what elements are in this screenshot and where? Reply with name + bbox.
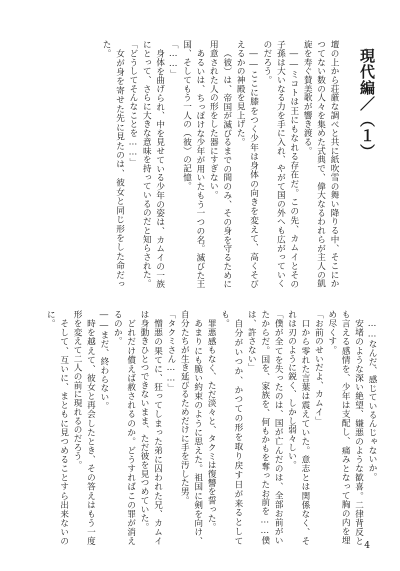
top-text-block bbox=[25, 40, 340, 288]
chapter-title: 現代編／（１） bbox=[358, 48, 376, 160]
paragraph: 「タクミさん……」 bbox=[165, 310, 176, 393]
paragraph: どれだけ償えば赦されるのか。どうすればこの罪が消えるのか。 bbox=[112, 310, 136, 545]
paragraph: ――ここに膝をつく少年は身体の向きを変えて、高くそびえるかの神殿を見上げた。 bbox=[235, 40, 259, 288]
paragraph: 安堵のような深い絶望、嫌悪のような歓喜。二律背反とも言える感情を、少年は支配し、痛みとなって胸の内を埋め尽くす。 bbox=[326, 310, 364, 545]
page-number: 4 bbox=[364, 541, 370, 551]
paragraph: ――ミコトは王にもなれる存在だ。この先、カムイとその子孫は大いなる力を手に入れ、やがて国の外へも広がっていくのだろう。 bbox=[261, 40, 299, 288]
paragraph: 「僕が全てを失ったのは、国が亡んだのは、全部お前がいたからだ。国を、家族を、何もかもを奪ったお前を……僕は、許さない」 bbox=[246, 310, 284, 545]
paragraph: （彼）は、帝国が滅びるまでの間のみ、その身を守るために用意された人の形をした器にすぎない。 bbox=[208, 40, 232, 288]
paragraph: 罪悪感もなく、ただ淡々と、タクミは復讐を誓った。 bbox=[206, 318, 217, 531]
paragraph: 憎悪の果てに、狂ってしまった弟に囚われた兄、カムイは身動きひとつできないまま、ただ彼を見つめていた。 bbox=[139, 310, 163, 545]
paragraph: ……なんだ、感じているんじゃないか。 bbox=[367, 318, 377, 481]
paragraph: あまりにも脆い約束のように思えた。祖国に剣を向け、自分たちが生き延びるためだけに手を汚した男。 bbox=[179, 310, 203, 545]
paragraph: あるいは、ちっぽけな少年が用いたもう一つの名。滅びた王国、そしてもう一人の（彼）の記憶。 bbox=[181, 40, 205, 288]
paragraph: そして、互いに、まともに見つめることすら出来ないのに。 bbox=[45, 310, 69, 545]
paragraph: 女が身を寄せた先に見たのは、彼女と同じ形をした命だった。 bbox=[101, 40, 125, 288]
paragraph: 自分がいつか、かつての形を取り戻す日が来るとしても。 bbox=[219, 310, 243, 545]
paragraph: 「……」 bbox=[168, 40, 179, 79]
paragraph: 「どうしてそんなことを……」 bbox=[127, 40, 138, 167]
paragraph: 壇の上から荘厳な調べと共に紙吹雪の舞い降りる中、そこにかつてない数の人々を集めた式典で、偉大なるわれらが主人の凱旋を寿ぐ賛美歌が響き渡る。 bbox=[302, 40, 339, 288]
paragraph: 「お前のせいだよ、カムイ」 bbox=[313, 310, 324, 426]
paragraph: 時を越えて、彼女と再会したとき、その答えはもう一度形を変えて二人の前に現れるのだろう。 bbox=[72, 310, 96, 545]
paragraph: 口から零れた言葉は震えていた。意志とは関係なく、それは刃のように鋭く、しかし弱々しい。 bbox=[286, 310, 310, 545]
paragraph: 身体を曲げられ、中を見せている少年の姿は、カムイの一族にとって、さらに大きな意味を持っているのだと知らされた。 bbox=[141, 40, 165, 288]
paragraph: ――まだ、終わらない。 bbox=[98, 310, 109, 411]
bottom-text-block bbox=[22, 310, 378, 545]
